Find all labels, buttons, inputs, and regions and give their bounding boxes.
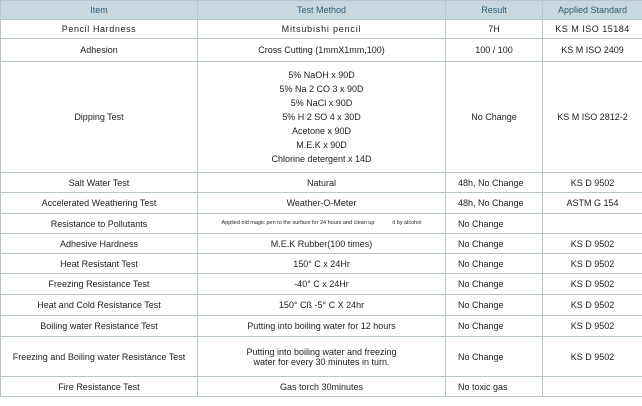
standard-cell: KS D 9502 <box>543 234 642 254</box>
result-cell: 7H <box>446 20 543 39</box>
standard-cell: KS D 9502 <box>543 316 642 337</box>
item-cell: Accelerated Weathering Test <box>1 193 198 214</box>
result-cell: 48h, No Change <box>446 193 543 214</box>
item-cell: Freezing and Boiling water Resistance Test <box>1 337 198 377</box>
standard-cell <box>543 214 642 234</box>
result-cell: No Change <box>446 295 543 316</box>
method-cell: Natural <box>198 173 446 193</box>
result-cell: No Change <box>446 254 543 274</box>
standard-cell: KS D 9502 <box>543 274 642 295</box>
method-cell-small <box>198 214 446 234</box>
standard-cell: KS D 9502 <box>543 337 642 377</box>
method-cell: 150° Cß -5° C X 24hr <box>198 295 446 316</box>
standard-cell: KS D 9502 <box>543 254 642 274</box>
result-cell: No Change <box>446 62 543 173</box>
header-test-method: Test Method <box>198 1 446 20</box>
result-cell: No Change <box>446 234 543 254</box>
table-row <box>1 173 642 193</box>
item-cell: Boiling water Resistance Test <box>1 316 198 337</box>
table-row <box>1 193 642 214</box>
item-cell: Resistance to Pollutants <box>1 214 198 234</box>
item-cell: Dipping Test <box>1 62 198 173</box>
table-row <box>1 295 642 316</box>
table-row <box>1 214 642 234</box>
item-cell: Adhesion <box>1 39 198 62</box>
result-cell: No Change <box>446 337 543 377</box>
method-line: water for every 30 minutes in turn. <box>253 356 390 367</box>
standard-cell: KS D 9502 <box>543 173 642 193</box>
result-cell: 100 / 100 <box>446 39 543 62</box>
method-cell: Putting into boiling water for 12 hours <box>198 316 446 337</box>
method-text-tail: it by alcohol <box>392 220 422 226</box>
table-row <box>1 316 642 337</box>
item-cell: Pencil Hardness <box>1 20 198 39</box>
standard-cell: KS M ISO 15184 <box>543 20 642 39</box>
standard-cell: KS M ISO 2409 <box>543 39 642 62</box>
standard-cell: ASTM G 154 <box>543 193 642 214</box>
method-line: Putting into boiling water and freezing <box>246 346 397 357</box>
item-cell: Heat Resistant Test <box>1 254 198 274</box>
method-cell: Gas torch 30minutes <box>198 377 446 397</box>
method-line: 5% Na 2 CO 3 x 90D <box>279 84 364 94</box>
item-cell: Salt Water Test <box>1 173 198 193</box>
method-text: Applied old magic pen to the surface for 24 hours and clean up <box>221 220 375 226</box>
result-cell: 48h, No Change <box>446 173 543 193</box>
method-cell-multiline <box>198 337 446 377</box>
method-cell: -40° C x 24Hr <box>198 274 446 295</box>
standard-cell <box>543 377 642 397</box>
item-cell: Fire Resistance Test <box>1 377 198 397</box>
method-cell: M.E.K Rubber(100 times) <box>198 234 446 254</box>
header-applied-standard: Applied Standard <box>543 1 642 20</box>
result-cell: No Change <box>446 214 543 234</box>
table-row <box>1 20 642 39</box>
table-row <box>1 274 642 295</box>
header-item: Item <box>1 1 198 20</box>
standard-cell: KS D 9502 <box>543 295 642 316</box>
method-cell-multiline <box>198 62 446 173</box>
item-cell: Heat and Cold Resistance Test <box>1 295 198 316</box>
header-result: Result <box>446 1 543 20</box>
method-cell: Weather-O-Meter <box>198 193 446 214</box>
table-row <box>1 234 642 254</box>
method-line: 5% H 2 SO 4 x 30D <box>282 112 361 122</box>
method-line: M.E.K x 90D <box>296 140 347 150</box>
method-line: 5% NaOH x 90D <box>288 70 355 80</box>
header-row <box>1 1 642 20</box>
method-cell: 150° C x 24Hr <box>198 254 446 274</box>
method-line: 5% NaCl x 90D <box>290 98 353 108</box>
result-cell: No toxic gas <box>446 377 543 397</box>
result-cell: No Change <box>446 274 543 295</box>
method-cell: Cross Cutting (1mmX1mm,100) <box>198 39 446 62</box>
item-cell: Freezing Resistance Test <box>1 274 198 295</box>
item-cell: Adhesive Hardness <box>1 234 198 254</box>
result-cell: No Change <box>446 316 543 337</box>
standard-cell: KS M ISO 2812-2 <box>543 62 642 173</box>
table-row <box>1 39 642 62</box>
method-line: Acetone x 90D <box>291 126 352 136</box>
table-row <box>1 337 642 377</box>
method-cell: Mitsubishi pencil <box>198 20 446 39</box>
table-row <box>1 62 642 173</box>
method-line: Chlorine detergent x 14D <box>271 154 372 164</box>
table-row <box>1 377 642 397</box>
table-row <box>1 254 642 274</box>
